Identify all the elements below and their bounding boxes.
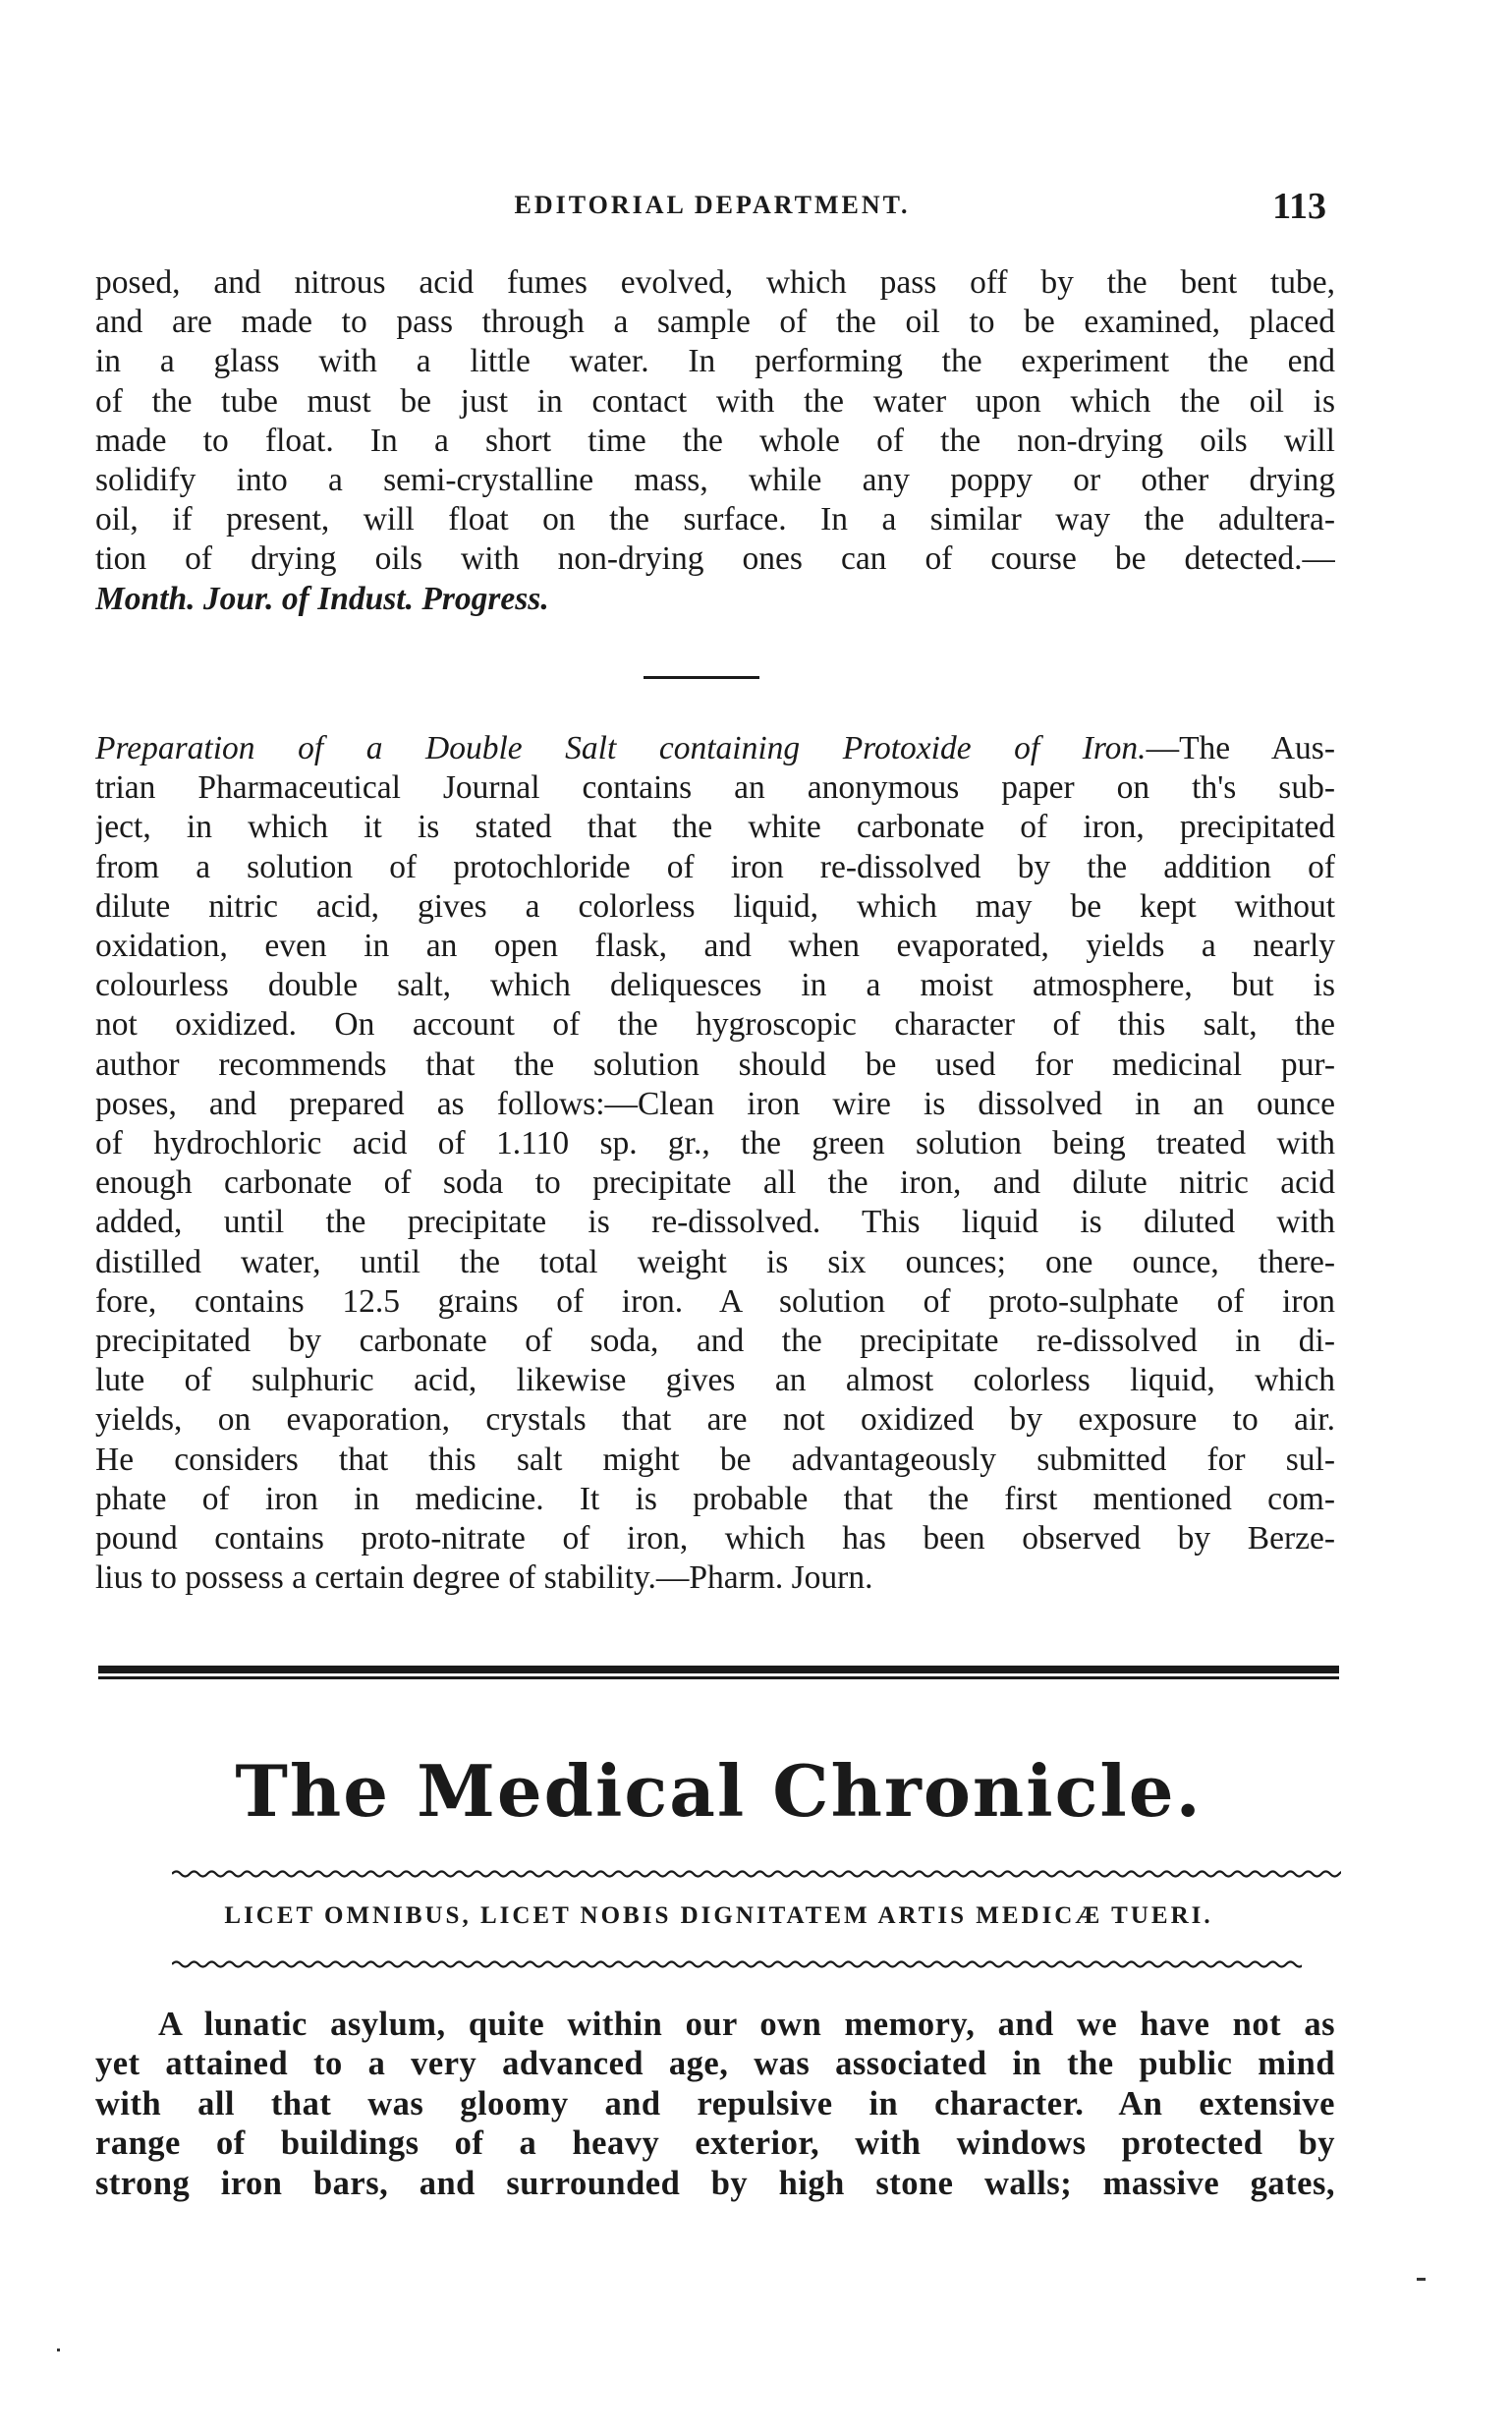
text-line: oxidation, even in an open flask, and when evaporated, yields a nearly [95,928,1335,965]
running-head [98,185,1326,227]
page-number: 113 [1272,186,1326,227]
chronicle-title: The Medical Chronicle. [235,1749,1203,1833]
headline-continuation: —The Aus- [1146,730,1335,766]
section-divider [644,676,759,679]
text-line: author recommends that the solution should be used for medicinal pur- [95,1046,1335,1083]
text-line: from a solution of protochloride of iron re-dissolved by the addition of [95,848,1335,885]
text-line: in a glass with a little water. In performing the experiment the end [95,343,1335,380]
wavy-rule-bottom [172,1957,1302,1971]
text-line: trian Pharmaceutical Journal contains an anonymous paper on th's sub- [95,769,1335,807]
text-line: enough carbonate of soda to precipitate all the iron, and dilute nitric acid [95,1164,1335,1202]
text-line: ject, in which it is stated that the white carbonate of iron, precipitated [95,809,1335,846]
text-line: lute of sulphuric acid, likewise gives an almost colorless liquid, which [95,1362,1335,1399]
print-speck [1417,2278,1426,2281]
article-oil-test [95,263,1335,619]
double-rule-divider [98,1666,1339,1681]
text-line: yields, on evaporation, crystals that are not oxidized by exposure to air. [95,1401,1335,1439]
text-line: with all that was gloomy and repulsive in character. An extensive [95,2084,1335,2123]
wavy-rule-top [172,1867,1341,1881]
text-line: precipitated by carbonate of soda, and the precipitate re-dissolved in di- [95,1323,1335,1360]
article-double-salt [95,729,1335,1598]
text-line: pound contains proto-nitrate of iron, which has been observed by Berze- [95,1520,1335,1557]
text-line: solidify into a semi-crystalline mass, while any poppy or other drying [95,462,1335,499]
print-speck [57,2349,60,2351]
text-line: dilute nitric acid, gives a colorless liquid, which may be kept without [95,887,1335,925]
text-line: A lunatic asylum, quite within our own memory, and we have not as [158,2006,1335,2043]
text-line: made to float. In a short time the whole of the non-drying oils will [95,422,1335,459]
latin-motto: LICET OMNIBUS, LICET NOBIS DIGNITATEM ARTIS MEDICÆ TUERI. [224,1902,1213,1929]
text-line: He considers that this salt might be advantageously submitted for sul- [95,1441,1335,1478]
thin-rule [98,1676,1339,1679]
text-line: and are made to pass through a sample of the oil to be examined, placed [95,304,1335,341]
text-line: tion of drying oils with non-drying ones can of course be detected.— [95,540,1335,578]
text-line: posed, and nitrous acid fumes evolved, which pass off by the bent tube, [95,264,1335,301]
thick-rule [98,1666,1339,1673]
text-line: distilled water, until the total weight is six ounces; one ounce, there- [95,1243,1335,1280]
article-lunatic-asylum [95,2005,1335,2203]
text-line: not oxidized. On account of the hygroscopic character of this salt, the [95,1006,1335,1044]
text-line: colourless double salt, which deliquesces in a moist atmosphere, but is [95,967,1335,1004]
article-headline: Preparation of a Double Salt containing Protoxide of Iron. [95,730,1147,766]
text-line [95,729,1335,768]
text-line: lius to possess a certain degree of stability.—Pharm. Journ. [95,1559,873,1597]
text-line: fore, contains 12.5 grains of iron. A solution of proto-sulphate of iron [95,1282,1335,1320]
text-line: yet attained to a very advanced age, was associated in the public mind [95,2045,1335,2083]
text-line: of hydrochloric acid of 1.110 sp. gr., the green solution being treated with [95,1125,1335,1162]
text-line: strong iron bars, and surrounded by high stone walls; massive gates, [95,2164,1335,2202]
text-line: oil, if present, will float on the surface. In a similar way the adultera- [95,501,1335,538]
article-source: Month. Jour. of Indust. Progress. [95,580,549,617]
text-line: poses, and prepared as follows:—Clean iron wire is dissolved in an ounce [95,1085,1335,1122]
text-line: phate of iron in medicine. It is probable that the first mentioned com- [95,1480,1335,1517]
text-line: of the tube must be just in contact with the water upon which the oil is [95,382,1335,420]
text-line: range of buildings of a heavy exterior, with windows protected by [95,2124,1335,2163]
running-title: EDITORIAL DEPARTMENT. [514,191,911,219]
text-line: added, until the precipitate is re-dissolved. This liquid is diluted with [95,1204,1335,1241]
